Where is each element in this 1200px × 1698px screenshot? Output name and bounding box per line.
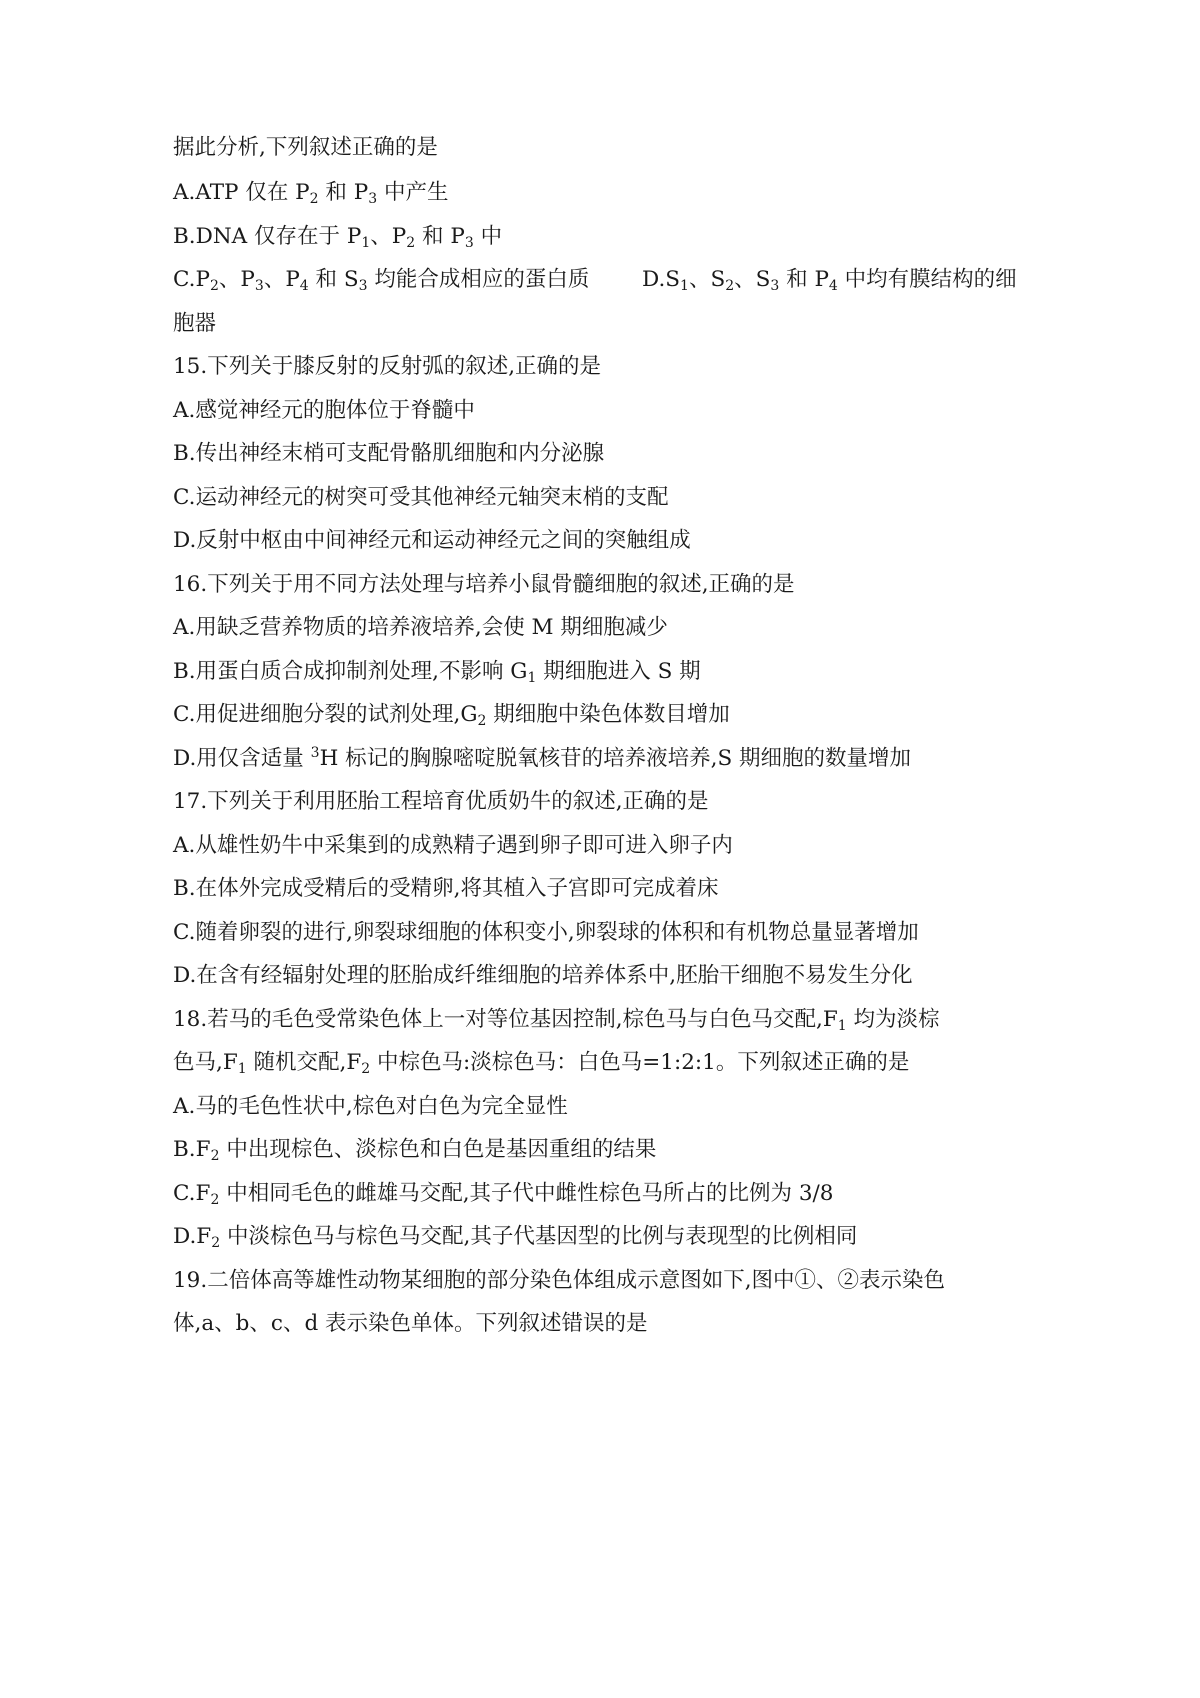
- q16-option-c: C.用促进细胞分裂的试剂处理$,G_2$ 期细胞中染色体数目增加: [173, 702, 730, 729]
- q18-option-c: $C.F_2$ 中相同毛色的雌雄马交配,其子代中雌性棕色马所占的比例为 3/8: [173, 1181, 834, 1208]
- q18-stem-line1: 18.若马的毛色受常染色体上一对等位基因控制,棕色马与白色马交配$,F_1$ 均为淡棕: [173, 1007, 940, 1034]
- q18-option-a: A.马的毛色性状中,棕色对白色为完全显性: [173, 1094, 568, 1119]
- q15-option-c: C.运动神经元的树突可受其他神经元轴突末梢的支配: [173, 485, 669, 510]
- q19-stem-line2: 体,a、b、c、d 表示染色单体。下列叙述错误的是: [173, 1311, 648, 1336]
- q14-option-c: $C.P_2$、$P_3$、$P_4$ 和 $S_3$ 均能合成相应的蛋白质: [173, 267, 590, 294]
- q19-stem-line1: 19.二倍体高等雄性动物某细胞的部分染色体组成示意图如下,图中①、②表示染色: [173, 1268, 946, 1293]
- q18-option-d: $D.F_2$ 中淡棕色马与棕色马交配,其子代基因型的比例与表现型的比例相同: [173, 1224, 858, 1251]
- q17-stem: 17.下列关于利用胚胎工程培育优质奶牛的叙述,正确的是: [173, 789, 709, 814]
- q16-option-a: A.用缺乏营养物质的培养液培养,会使 M 期细胞减少: [173, 615, 668, 640]
- q14-option-d: $D.S_1$、$S_2$、$S_3$ 和 $P_4$ 中均有膜结构的细: [642, 267, 1017, 294]
- q14-option-a: A.ATP 仅在 $P_2$ 和 $P_3$ 中产生: [173, 180, 449, 207]
- q17-option-c: C.随着卵裂的进行,卵裂球细胞的体积变小,卵裂球的体积和有机物总量显著增加: [173, 920, 919, 945]
- q16-option-d: D.用仅含适量 $^3$H 标记的胸腺嘧啶脱氧核苷的培养液培养,S 期细胞的数量增加: [173, 745, 912, 771]
- q15-option-b: B.传出神经末梢可支配骨骼肌细胞和内分泌腺: [173, 441, 605, 466]
- q17-option-d: D.在含有经辐射处理的胚胎成纤维细胞的培养体系中,胚胎干细胞不易发生分化: [173, 963, 913, 988]
- q17-option-a: A.从雄性奶牛中采集到的成熟精子遇到卵子即可进入卵子内: [173, 833, 733, 858]
- q14-option-b: B.DNA 仅存在于 $P_1$、$P_2$ 和 $P_3$ 中: [173, 224, 503, 251]
- q14-stem: 据此分析,下列叙述正确的是: [173, 135, 438, 160]
- q15-option-a: A.感觉神经元的胞体位于脊髓中: [173, 398, 475, 423]
- q16-option-b: B.用蛋白质合成抑制剂处理,不影响 $G_1$ 期细胞进入 S 期: [173, 659, 701, 686]
- q16-stem: 16.下列关于用不同方法处理与培养小鼠骨髓细胞的叙述,正确的是: [173, 572, 795, 597]
- q14-option-d-continuation: 胞器: [173, 311, 217, 336]
- q15-stem: 15.下列关于膝反射的反射弧的叙述,正确的是: [173, 354, 602, 379]
- q18-option-b: $B.F_2$ 中出现棕色、淡棕色和白色是基因重组的结果: [173, 1137, 657, 1164]
- q17-option-b: B.在体外完成受精后的受精卵,将其植入子宫即可完成着床: [173, 876, 719, 901]
- q18-stem-line2: 色马$,F_1$ 随机交配$,F_2$ 中棕色马:淡棕色马：白色马=1:2:1。下列叙述正确的是: [173, 1050, 910, 1077]
- q15-option-d: D.反射中枢由中间神经元和运动神经元之间的突触组成: [173, 528, 691, 553]
